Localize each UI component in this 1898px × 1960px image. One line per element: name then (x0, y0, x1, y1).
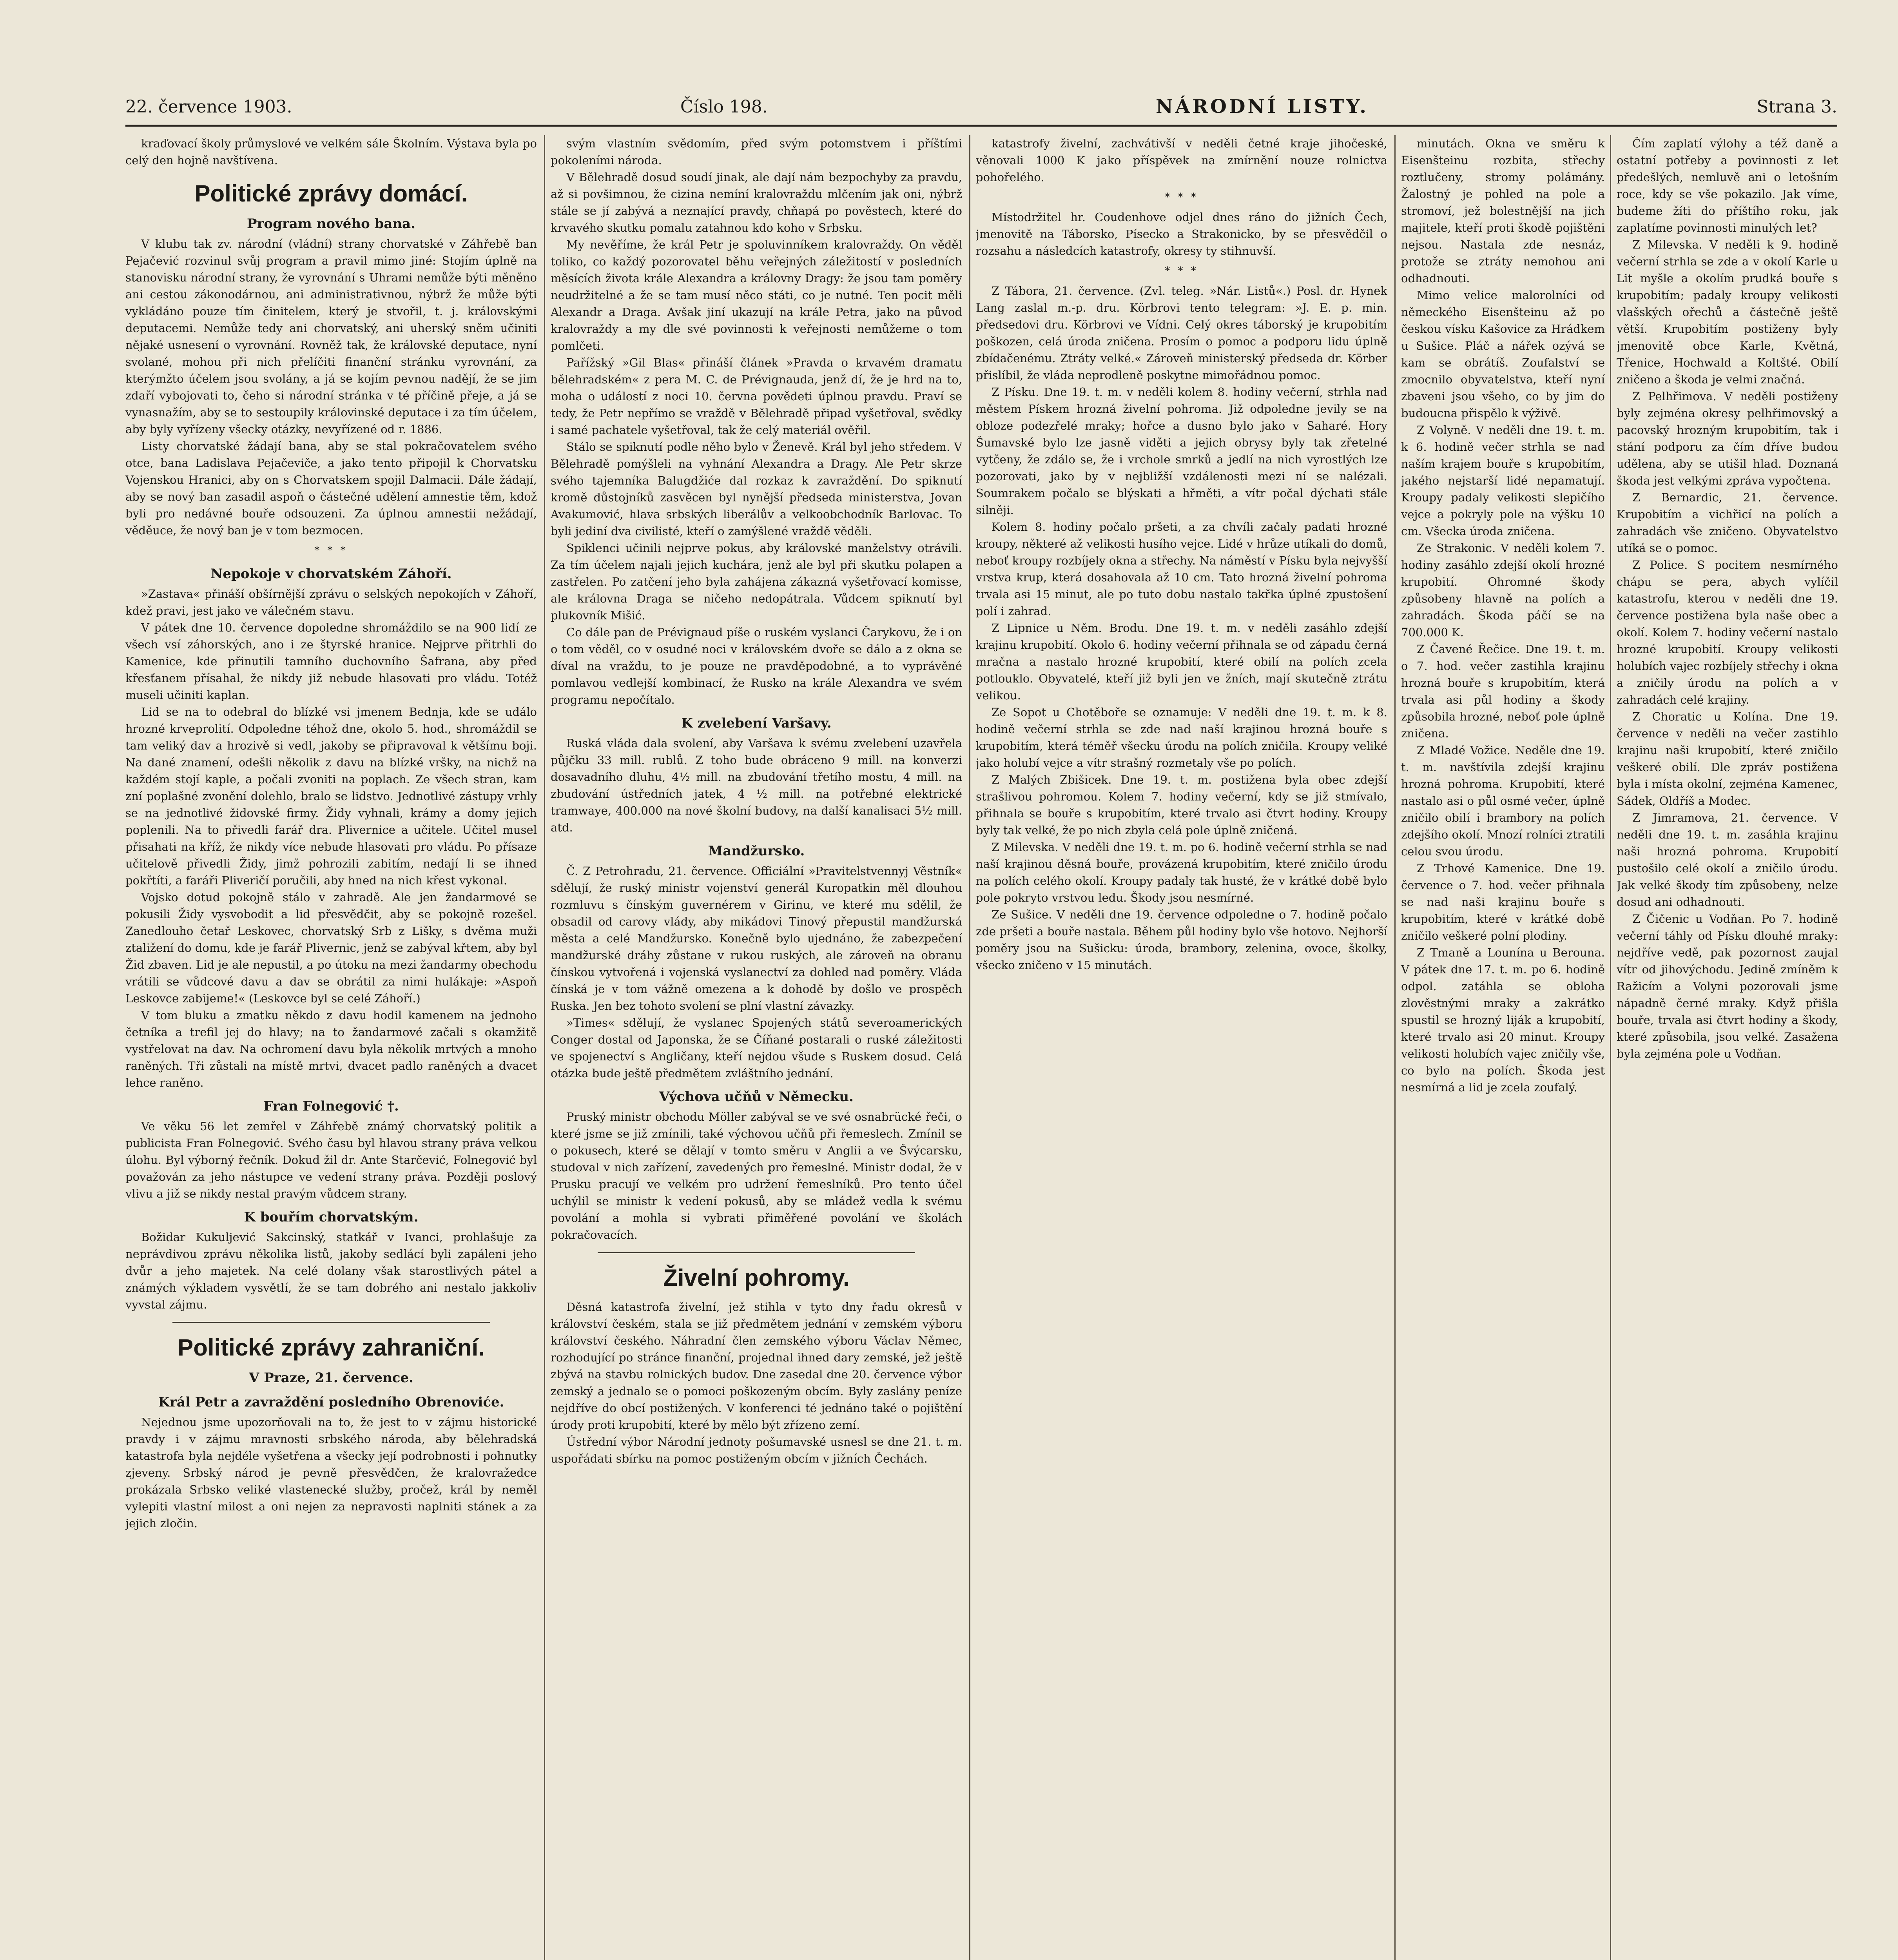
article-paragraph: Děsná katastrofa živelní, jež stihla v tyto dny řadu okresů v království českém, stala se již předmětem jednání v zemském výboru království českého. Náhradní člen zemského výboru Václav Němec, rozhodující po stránce finanční, projednal ihned dary zemské, jež ještě zbývá na stavbu rolnických budov. Dne zasedal dne 20. července výbor zemský a jednalo se o pomoci poškozeným obcím. Byly zaslány peníze nejdříve do obcí postižených. V konferenci té jednáno také o pojištění úrody proti krupobití, které by mělo být zřízeno zemí. (551, 1300, 962, 1432)
intro-paragraph: kraďovací školy průmyslové ve velkém sále Školním. Výstava byla po celý den hojně navštívena. (125, 137, 537, 167)
article-paragraph: Z Tábora, 21. července. (Zvl. teleg. »Nár. Listů«.) Posl. dr. Hynek Lang zaslal m.-p. dru. Körbrovi tento telegram: »J. E. p. min. předsedovi dru. Körbrovi ve Vídni. Celý okres táborský je krupobitím poškozen, celá úroda zničena. Prosím o pomoc a podporu lidu úplně zbídačenému. Ztráty velké.« Zároveň ministerský předseda dr. Körber přislíbil, že vláda neprodleně poskytne mimořádnou pomoc. (976, 284, 1387, 382)
column-1 (125, 135, 537, 1960)
article-paragraph: My nevěříme, že král Petr je spoluvinníkem kralovraždy. On věděl toliko, co každý pozorovatel běhu veřejných záležitostí v posledních měsících života krále Alexandra a královny Dragy: že jsou tam poměry neudržitelné a že se tam musí něco státi, co je nutné. Ten pocit měli Alexandr a Draga. Avšak jiní ukazují na krále Petra, jako na původ kralovraždy a my dle své povinnosti k veřejnosti nemůžeme o tom pomlčeti. (551, 238, 962, 352)
article-paragraph: svým vlastním svědomím, před svým potomstvem i příštími pokoleními národa. (551, 137, 962, 167)
headline-mandzursko: Mandžursko. (708, 843, 805, 859)
article-paragraph: Z Choratic u Kolína. Dne 19. července v neděli na večer zastihlo krajinu naši krupobití, které zničilo veškeré obilí. Dle zpráv postižena byla i místa okolní, zejména Kamenec, Sádek, Oldříš a Modec. (1617, 710, 1838, 808)
dateline: V Praze, 21. července. (249, 1370, 413, 1386)
article-paragraph: Co dále pan de Prévignaud píše o ruském vyslanci Čarykovu, že i on o tom věděl, co v osudné noci v královském dvoře se dálo a z okna se díval na vraždu, to je pouze ne pravděpodobné, a to vyprávěné pomlavou vedlejší kombinací, že Rusko na krále Alexandra ve svém programu nepočítalo. (551, 626, 962, 706)
headline-kral: Král Petr a zavraždění posledního Obrenoviće. (158, 1394, 504, 1410)
article-paragraph: Božidar Kukuljević Sakcinský, statkář v Ivanci, prohlašuje za neprávdivou zprávu několika listů, jakoby sedlácí byli zapáleni jeho dvůr a jeho majetek. Na celé dolany však starostlivých pátel a známých výkladem vysvětlí, že se tam dobrého ani nestalo jakkoliv vyvstal zájmu. (125, 1230, 537, 1311)
article-paragraph: »Zastava« přináší obšírnější zprávu o selských nepokojích v Záhoří, kdež pravi, jest jako ve válečném stavu. (125, 587, 537, 617)
section-title-domestic: Politické zprávy domácí. (194, 180, 468, 207)
article-paragraph: Ze Sopot u Chotěboře se oznamuje: V neděli dne 19. t. m. k 8. hodině večerní strhla se zde nad naší krajinou hrozná bouře s krupobitím, která téměř všecku úrodu na polích zničila. Kroupy veliké jako holubí vejce a vítr strašný rozmetaly vše po polích. (976, 706, 1387, 769)
article-paragraph: Lid se na to odebral do blízké vsi jmenem Bednja, kde se událo hrozné krveprolití. Odpoledne téhož dne, okolo 5. hod., shromáždil se tam veliký dav a hrozivě si vedl, jakoby se připravoval k většímu boji. Na dané znamení, odešli několik z davu na blízké vršky, na nichž na každém stojí kaple, a počali zvoniti na poplach. Ze všech stran, kam zní poplašné zvonění dolehlo, bralo se lidstvo. Jednotlivé zástupy vrhly se na jednotlivé židovské firmy. Židy vyhnali, krámy a domy jejich poplenili. Na to přivedli farář dra. Plivernice a učitele. Učitel musel přisahati na kříž, že nikdy více nebude hlasovati pro vládu. Po přísaze učitelově přivedli Židy, jimž pohrozili zabitím, nedají li se ihned pokřtíti, a faráři Pliveričí poručili, aby hned na nich křest vykonal. (125, 705, 537, 887)
article-paragraph: Z Mladé Vožice. Neděle dne 19. t. m. navštívila zdejší krajinu hrozná pohroma. Krupobití, které nastalo asi o půl osmé večer, úplně zničilo obilí i brambory na polích zdejšího okolí. Mnozí rolníci ztratili celou svou úrodu. (1401, 744, 1605, 858)
separator: * * * (314, 544, 348, 556)
section-title-zivelni: Živelní pohromy. (663, 1265, 850, 1291)
header-rule (125, 125, 1837, 127)
column-rule (544, 135, 545, 1960)
article-paragraph: Mimo velice malorolníci od německého Eisenšteinu až po českou vísku Kašovice za Hrádkem u Sušice. Pláč a nářek ozývá se kam se obrátíš. Zoufalství se zmocnilo obyvatelstva, kteří nyní zbaveni jsou všeho, co by jim do budoucna přispělo k výživě. (1401, 289, 1605, 420)
section-title-foreign: Politické zprávy zahraniční. (178, 1334, 485, 1361)
header-page-number: Strana 3. (1757, 96, 1837, 117)
separator: * * * (1165, 265, 1198, 277)
article-paragraph: Z Malých Zbišicek. Dne 19. t. m. postižena byla obec zdejší strašlivou pohromou. Kolem 7. hodiny večerní, kdy se již stmívalo, přihnala se bouře s krupobitím, které trvalo asi čtvrt hodiny. Kroupy byly tak velké, že po nich zbyla celá pole úplně zničená. (976, 773, 1387, 837)
column-4 (1401, 135, 1605, 1960)
column-2 (551, 135, 962, 1960)
article-paragraph: Z Bernardic, 21. července. Krupobitím a vichřicí na polích a zahradách vše zničeno. Obyvatelstvo utíká se o pomoc. (1617, 491, 1838, 555)
article-paragraph: V pátek dne 10. července dopoledne shromáždilo se na 900 lidí ze všech vsí záhorských, ano i ze štyrské hranice. Nejprve přitrhli do Kamenice, kde přinutili tamního duchovního Šafrana, aby před křesťanem přísahal, že nikdy již nebude hlasovati pro vládu. Totéž museli učiniti kaplan. (125, 621, 537, 702)
column-rule (969, 135, 970, 1960)
article-paragraph: Z Pelhřimova. V neděli postiženy byly zejména okresy pelhřimovský a pacovský hrozným krupobitím, tak i stání podporu za čím dříve budou udělena, aby se utišil hlad. Doznaná škoda jest velkými zpráva vypočtena. (1617, 390, 1838, 487)
section-divider (172, 1322, 490, 1323)
headline-vychova: Výchova učňů v Německu. (659, 1089, 854, 1105)
column-rule (1610, 135, 1611, 1960)
article-paragraph: Z Volyně. V neděli dne 19. t. m. k 6. hodině večer strhla se nad naším krajem bouře s krupobitím, jakého nejstarší lidé nepamatují. Kroupy padaly velikosti slepičího vejce a pokryly pole na výšku 10 cm. Všecka úroda zničena. (1401, 423, 1605, 538)
article-paragraph: Ústřední výbor Národní jednoty pošumavské usnesl se dne 21. t. m. uspořádati sbírku na pomoc postiženým obcím v jižních Čechách. (551, 1435, 962, 1465)
article-paragraph: Stálo se spiknutí podle něho bylo v Ženevě. Král byl jeho středem. V Bělehradě pomýšleli na vyhnání Alexandra a Dragy. Ale Petr skrze svého tajemníka Balugdžiće dal rozkaz k zavraždění. Do spiknutí kromě důstojníků zasvěcen byl nynější předseda ministerstva, Jovan Avakumović, hlava srbských liberálův a velkoobchodník Barlovac. To byli jediní dva civilisté, kteří o zamýšlené vraždě věděli. (551, 440, 962, 538)
article-paragraph: V Bělehradě dosud soudí jinak, ale dají nám bezpochyby za pravdu, až si povšimnou, že cizina nemíní kralovraždu mlčením jak oni, nýbrž stále se jí zabývá a neznající pravdy, chňapá po pověstech, které do krvavého skutku pomalu zatahnou kdo koho v Srbsku. (551, 171, 962, 234)
column-rule (1394, 135, 1396, 1960)
article-paragraph: Z Milevska. V neděli k 9. hodině večerní strhla se zde a v okolí Karle u Lit myšle a okolím prudká bouře s krupobitím; padaly kroupy velikosti vlašských ořechů a částečně ještě větší. Krupobitím postiženy byly jmenovitě obce Karle, Květná, Třenice, Hochwald a Koltšté. Obilí zničeno a škoda je velmi značná. (1617, 238, 1838, 386)
article-paragraph: Listy chorvatské žádají bana, aby se stal pokračovatelem svého otce, bana Ladislava Pejačeviče, a jako tento připojil k Chorvatsku Vojenskou Hranici, aby on s Chorvatskem spojil Dalmacii. Dále žádají, aby se nový ban zasadil aspoň o částečné udělení amnestie těm, kdož byli pro nedávné bouře odsouzeni. Za úplnou amnestii nežádají, věděuce, že nový ban je v tom bezmocen. (125, 439, 537, 537)
article-paragraph: Vojsko dotud pokojně stálo v zahradě. Ale jen žandarmové se pokusili Židy vysvobodit a lid přesvědčit, aby se pokojně rozešel. Zanedlouho četař Leskovec, chorvatský Srb z Lišky, s dvěma muži ztaližení do domu, kde je farář Plivernic, jenž se zabýval křtem, aby byl Žid zbaven. Lid je ale nepustil, a po útoku na mezi žandarmy obechodu vrátili se vůdcové davu a dav se obrátil za nimi hulákaje: »Aspoň Leskovce zabijeme!« (Leskovce byl se celé Záhoří.) (125, 891, 537, 1005)
article-paragraph: Čím zaplatí výlohy a též daně a ostatní potřeby a povinnosti z let předešlých, nemluvě ani o letošním roce, kdy se vše pokazilo. Jak víme, budeme žíti do příštího roku, jak zaplatíme povinnosti minulých let? (1617, 137, 1838, 234)
article-paragraph: Ze Sušice. V neděli dne 19. července odpoledne o 7. hodině počalo zde pršeti a bouře nastala. Během půl hodiny bylo vše hotovo. Nejhorší poměry jsou na Sušicku: úroda, brambory, zelenina, ovoce, školky, všecko zničeno v 15 minutách. (976, 908, 1387, 972)
article-paragraph: V klubu tak zv. národní (vládní) strany chorvatské v Záhřebě ban Pejačević rozvinul svůj program a pravil mimo jiné: Stojím úplně na stanovisku národní strany, že vyrovnání s Uhrami nemůže býti měněno ani cestou zákonodárnou, ani administrativnou, nýbrž že může býti vykládáno pouze tím činitelem, který je stvořil, t. j. královskými deputacemi. Nemůže tedy ani chorvatský, ani uherský sněm učiniti nějaké usnesení o vyrovnání. Rovněž tak, že královské deputace, nyní svolané, mohou při nich přelíčiti finanční stránku vyrovnání, za kterýmžto účelem jsou svolány, a já se kojím pevnou nadějí, že se jim zdaří vybojovati to, čeho si národní stránka v té příčině přeje, a já se vynasnažím, aby se to sestoupily královinské deputace i za tím účelem, aby byly vyřízeny všecky otázky, nevyřízené od r. 1886. (125, 237, 537, 436)
section-divider (598, 1252, 915, 1253)
article-paragraph: Z Milevska. V neděli dne 19. t. m. po 6. hodině večerní strhla se nad naší krajinou děsná bouře, provázená krupobitím, které zničilo úrodu na polích celého okolí. Kroupy padaly tak husté, že v krátké době bylo pole pokryto vrstvou ledu. Škody jsou nesmírné. (976, 840, 1387, 904)
article-paragraph: Ze Strakonic. V neděli kolem 7. hodiny zasáhlo zdejší okolí hrozné krupobití. Ohromné škody způsobeny hlavně na polích a zahradách. Škoda páčí se na 700.000 K. (1401, 541, 1605, 639)
article-paragraph: Č. Z Petrohradu, 21. července. Officiální »Pravitelstvennyj Věstník« sdělují, že ruský ministr vojenství generál Kuropatkin měl dlouhou rozmluvu s čínským guvernérem v Girinu, ve které mu sdělil, že obsadil od carovy vlády, aby mikádovi Tinový přepustil mandžurská města a celé Mandžursko. Konečně bylo ujednáno, že zabezpečení mandžurské dráhy zůstane v rukou ruských, ale zároveň na obranu čínskou vytvořená i vojenská vyslanectví za dohled nad poměry. Vláda čínská je v tom vážně omezena a k dohodě by došlo ve prospěch Ruska. Jen bez tohoto svolení se plní vlastní závazky. (551, 864, 962, 1013)
article-paragraph: V tom bluku a zmatku někdo z davu hodil kamenem na jednoho četníka a trefil jej do hlavy; na to žandarmové začali s okamžitě vystřelovat na dav. Na ochromení davu byla několik mrtvých a mnoho raněných. Tři zůstali na místě mrtvi, dvacet padlo raněných a dvacet lehce raněno. (125, 1009, 537, 1089)
article-paragraph: Z Lipnice u Něm. Brodu. Dne 19. t. m. v neděli zasáhlo zdejší krajinu krupobití. Okolo 6. hodiny večerní přihnala se od západu černá mračna a nastalo hrozné krupobití, které obilí na polích zcela potlouklo. Obyvatelé, kteří již byli jen ve žních, mají skutečně ztrátu velikou. (976, 621, 1387, 702)
headline-program: Program nového bana. (247, 216, 416, 232)
article-paragraph: minutách. Okna ve směru k Eisenšteinu rozbita, střechy roztlučeny, stromy polámány. Žalostný je pohled na pole a stromoví, jež bolestnější na jich majitele, kteří proti škodě pojištěni nejsou. Nastala zde nesnáz, protože se ztráty nemohou ani odhadnouti. (1401, 137, 1605, 285)
column-3 (976, 135, 1387, 1960)
article-paragraph: Pařížský »Gil Blas« přináší článek »Pravda o krvavém dramatu bělehradském« z pera M. C. de Prévignauda, jenž dí, že je hrd na to, moha o událostí z noci 10. června povědeti úplnou pravdu. Praví se tedy, že Petr nepřímo se vraždě v Bělehradě připad vyšetřoval, svědky i samé pachatele vyšetřoval, tak že celý materiál ověřil. (551, 356, 962, 437)
page-header (125, 91, 1837, 122)
newspaper-title: NÁRODNÍ LISTY. (1156, 96, 1369, 118)
headline-fran: Fran Folnegović †. (263, 1098, 399, 1114)
article-paragraph: Z Jimramova, 21. července. V neděli dne 19. t. m. zasáhla krajinu naši hrozná pohroma. Krupobití pustošilo celé okolí a zničilo úrodu. Jak velké škody tím způsobeny, nelze dosud ani odhadnouti. (1617, 811, 1838, 909)
article-paragraph: Nejednou jsme upozorňovali na to, že jest to v zájmu historické pravdy i v zájmu mravnosti srbského národa, aby bělehradská katastrofa byla nejdéle vyšetřena a všecky její podrobnosti i pohnutky zjeveny. Srbský národ je pevně přesvědčen, že kralovražedce prokázala Srbsko veliké vlastenecké služby, pročež, král by neměl vylepiti vlastní milost a oni nejen za nepravosti naplniti stánek a za jejich zločin. (125, 1416, 537, 1530)
header-issue: Číslo 198. (680, 96, 768, 117)
article-paragraph: Z Čičenic u Vodňan. Po 7. hodině večerní táhly od Písku dlouhé mraky: nejdříve vedě, pak pozornost zaujal vítr od jihovýchodu. Jedině zmíněm k Ražicím a Volyni pozorovali jsme nápadně černé mraky. Když přišla bouře, trvala asi čtvrt hodiny a škody, které způsobila, jsou velké. Zasažena byla zejména pole u Vodňan. (1617, 912, 1838, 1060)
article-paragraph: Z Tmaně a Lounína u Berouna. V pátek dne 17. t. m. po 6. hodině odpol. zatáhla se obloha zlověstnými mraky a zakrátko spustil se hrozný liják a krupobití, které trvalo asi 20 minut. Kroupy velikosti holubích vajec zničily vše, co bylo na polích. Škoda jest nesmírná a lid je zcela zoufalý. (1401, 946, 1605, 1094)
separator: * * * (1165, 191, 1198, 203)
article-paragraph: Z Police. S pocitem nesmírného chápu se pera, abych vylíčil katastrofu, kterou v neděli dne 19. července postižena byla naše obec a okolí. Kolem 7. hodiny večerní nastalo hrozné krupobití. Kroupy velikosti holubích vajec rozbíjely střechy i okna a zničily úrodu na polích a v zahradách celé krajiny. (1617, 558, 1838, 706)
article-paragraph: katastrofy živelní, zachvátivší v neděli četné kraje jihočeské, věnovali 1000 K jako příspěvek na zmírnění nouze rolnictva pohořelého. (976, 137, 1387, 184)
article-columns (125, 135, 1838, 1960)
article-paragraph: Z Písku. Dne 19. t. m. v neděli kolem 8. hodiny večerní, strhla nad městem Pískem hrozná živelní pohroma. Již odpoledne jevily se na obloze podezřelé mraky; hořce a dusno bylo jako v Saharé. Hory Šumavské bylo lze jasně viděti a jejich obrysy byly tak zřetelné vytčeny, že zdálo se, že i vrchole smrků a jedlí na nich vyrostlých lze pozorovati, jako by v nejbližší vzdálenosti mezi ní se nalézali. Soumrakem počalo se blýskati a hřměti, a vítr počal dýchati stále silněji. (976, 385, 1387, 517)
article-paragraph: Kolem 8. hodiny počalo pršeti, a za chvíli začaly padati hrozné kroupy, některé až velikosti husího vejce. Lidé v hrůze utíkali do domů, neboť kroupy rozbíjely okna a střechy. Na náměstí v Písku byla nejvyšší vrstva krup, která dosahovala až 10 cm. Tato hrozná živelní pohroma trvala asi 15 minut, ale po tuto dobu nastalo takřka úplné zpustošení polí i zahrad. (976, 520, 1387, 618)
article-paragraph: Pruský ministr obchodu Möller zabýval se ve své osnabrücké řeči, o které jsme se již zmínili, také výchovou učňů při řemeslech. Zmínil se o pokusech, které se dělají v tomto směru v Anglii a ve Švýcarsku, studoval v nich zařízení, zavedených pro řemeslné. Ministr dodal, že v Prusku pracují ve velkém pro udržení řemeslníků. Pro tento účel uchýlil se ministr k vedení pokusů, aby se mládež vedla k svému povolání a mohla si vybrati přiměřené povolání ve školách pokračovacích. (551, 1110, 962, 1241)
article-paragraph: Ruská vláda dala svolení, aby Varšava k svému zvelebení uzavřela půjčku 33 mill. rublů. Z toho bude obráceno 9 mill. na konverzi dosavadního dluhu, 4½ mill. na zbudování třetího mostu, 4 mill. na zbudování ústředních jatek, 4 ½ mill. na potřebné elektrické tramwaye, 400.000 na nové školní budovy, na další kanalisaci 5½ mill. atd. (551, 737, 962, 834)
column-5 (1617, 135, 1838, 1960)
article-paragraph: Místodržitel hr. Coudenhove odjel dnes ráno do jižních Čech, jmenovitě na Táborsko, Písecko a Strakonicko, by se přesvědčil o rozsahu a následcích katastrofy, okresy ty stihnuvší. (976, 211, 1387, 258)
article-paragraph: Z Trhové Kamenice. Dne 19. července o 7. hod. večer přihnala se nad naši krajinu bouře s krupobitím, které v krátké době zničilo veškeré polní plodiny. (1401, 862, 1605, 942)
header-date: 22. července 1903. (125, 96, 292, 117)
article-paragraph: Ve věku 56 let zemřel v Záhřebě známý chorvatský politik a publicista Fran Folnegović. Svého času byl hlavou strany práva velkou úlohu. Byl výborný řečník. Dokud žil dr. Ante Starčević, Folnegović byl považován za jeho nástupce ve vedení strany práva. Později poslový vlivu a již se nikdy nestal pravým vůdcem strany. (125, 1120, 537, 1200)
article-paragraph: Z Čavené Řečice. Dne 19. t. m. o 7. hod. večer zastihla krajinu hrozná bouře s krupobitím, která trvala asi půl hodiny a škody způsobila hrozné, neboť pole úplně zničena. (1401, 642, 1605, 740)
headline-bouri: K bouřím chorvatským. (244, 1209, 419, 1225)
headline-nepokoje: Nepokoje v chorvatském Záhoří. (210, 566, 452, 582)
headline-varsava: K zvelebení Varšavy. (681, 715, 832, 731)
article-paragraph: Spiklenci učinili nejprve pokus, aby královské manželstvy otrávili. Za tím účelem najali jejich kuchára, jenž ale byl při skutku polapen a zastřelen. Po zatčení jeho byla zahájena zákazná vyšetřovací komisse, ale královna Draga se ničeho nedopátrala. Vůdcem spiknutí byl plukovník Mišić. (551, 541, 962, 622)
article-paragraph: »Times« sdělují, že vyslanec Spojených států severoamerických Conger dostal od Japonska, že se Číňané postarali o ruské záležitosti ve spojenectví s Angličany, kteří nejdou všude s Ruskem dosud. Celá otázka bude ještě předmětem zvláštního jednání. (551, 1016, 962, 1080)
